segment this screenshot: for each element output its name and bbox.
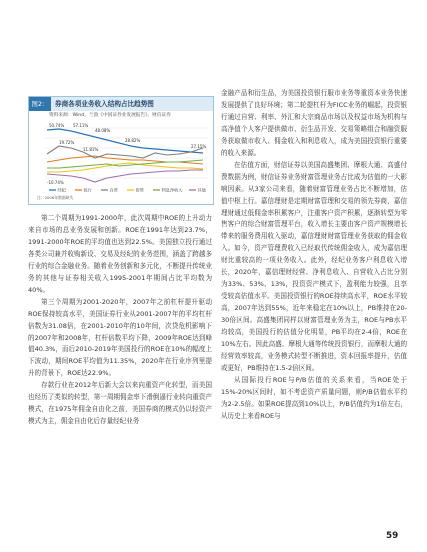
page-number: 59 bbox=[386, 531, 399, 541]
legend-label: 资管 bbox=[135, 187, 144, 193]
data-label: 48.08% bbox=[95, 128, 111, 133]
figure-number: 图2： bbox=[29, 97, 51, 111]
data-label: -10.74% bbox=[47, 180, 64, 185]
figure-container bbox=[28, 96, 214, 205]
figure-source: 资料来源：Wind，兰敦《中国证券业发展报告》，财信证券 bbox=[49, 113, 171, 118]
legend-label: 利息净收入 bbox=[161, 187, 183, 193]
paragraph: 第三个周期为2001-2020年，2007年之前杠杆提升驱动ROE保持较高水平，美国证券行业从2001-2007年的平均杠杆倍数为31.08倍，在2001-2010年的10年间，次贷危机影响下的2007年和2008年，杠杆倍数平均下降，2009年ROE达到峰值40.3%，而后2010-2019年美国投行的ROE在10%的幅度上下波动，期间ROE平均值为11.35%，2020年在行业序列里提升的背景下，ROE达22.9%。 bbox=[28, 297, 212, 378]
figure-note: 注：2006年数据缺失 bbox=[37, 195, 74, 200]
data-label: 11.81% bbox=[83, 147, 99, 152]
paragraph: 第二个周期为1991-2000年，此次周期中ROE的上升动力来自市场的总业务发展和创新。ROE在1991年达到23.7%，1991-2000年ROE的平均值也达到22.5%。美国独立投行通过各类公司兼并收购新设、交易及经纪的业务范围，涵盖了跨越多行业的综合金融业务。随着业务创新和多元化，不断提升传统业务的其他与证券相关收入1995-2001年期间占比平均数为40%。 bbox=[28, 214, 212, 294]
legend-label: 经纪 bbox=[57, 187, 66, 193]
figure-title: 券商各项业务收入结构占比趋势图 bbox=[55, 100, 154, 108]
legend-label: 自营 bbox=[109, 187, 118, 193]
left-text-column bbox=[28, 213, 212, 428]
data-label: 27.15% bbox=[191, 144, 207, 149]
paragraph: 在估值方面，财信证券以美国高盛集团、摩根大通、高盛付费数据为例，财信证券业务财富管理业务占比成为估值的一大影响因素。从3家公司来看，随着财富管理业务占比不断增加，估值中枢上行。嘉信理财是定期财富管理和交易的领先券商，嘉信理财通过低佣金率积累客户，注重客户资产积累，逐渐转型为零售客户的综合财富管理平台，收入增长主要由客户资产规模增长带来的服务费用收入驱动，嘉信理财财富管理业务获取的佣金收入。如今，资产管理费收入已经取代传统佣金收入，成为嘉信理财比重较高的一项业务收入。此外，经纪业务客户利息收入增长，2020年，嘉信理财经营、净利息收入、自营收入占比分别为33%、53%、13%，投资资产模式下，盈利能力较强，且享受较高估值水平。美国投资银行的ROE持续高水平，ROE水平较高，2007年达到55%，近年来稳定在10%以上，PB维持在20-30倍区间。高盛集团同样以财富管理业务为主，ROE与PB水平均较高，美国投行的估值分化明显，PB平均在2-4倍，ROE在10%左右。因此高盛、摩根大通等传统投资银行，而摩根大通的经营效率较高，业务模式转型不断推进，资本回报率提升，估值或更好，PB维持在1.5-2倍区间。 bbox=[221, 160, 407, 372]
revenue-structure-chart bbox=[29, 118, 213, 196]
data-label: 28.82% bbox=[125, 138, 141, 143]
data-label: 57.11% bbox=[73, 123, 89, 128]
paragraph: 从国际投行ROE与P/B估值的关系来看，当ROE处于15%-20%区间时，如不考虑资产质量问题，则P/B估值水平约为2-2.5倍。如果ROE提高到10%以上，P/B估值约为1倍左右，从历史上来看ROE与 bbox=[221, 375, 407, 420]
figure-header bbox=[29, 97, 213, 111]
data-label: 19.72% bbox=[59, 140, 75, 145]
right-text-column bbox=[221, 88, 407, 423]
paragraph: 金融产品和衍生品，为美国投资银行服市业务等重资本业务快速发展提供了良好环境；第二轮提杠杆为FICC业务的崛起，投资银行通过自营、利率、外汇和大宗商品市场以及权益市场为机构与高净值个人客户提供做市、衍生品开发、交易策略组合和融资服务获取做市收入、佣金收入和利息收入，成为美国投资银行重要的收入来源。 bbox=[221, 89, 407, 157]
data-label: 50.74% bbox=[49, 123, 65, 128]
legend-label: 其他 bbox=[197, 187, 206, 193]
paragraph: 存款行业在2012年后新大会以来向重资产化转型，而美国也经历了类似的转型，第一周期佣金率下滑倒逼行业转向重资产模式，在1975年佣金自由化之前，美国券商的模式仍以轻资产模式为主，佣金自由化后存量经纪业务 bbox=[28, 381, 212, 426]
legend-label: 投行 bbox=[83, 187, 92, 193]
